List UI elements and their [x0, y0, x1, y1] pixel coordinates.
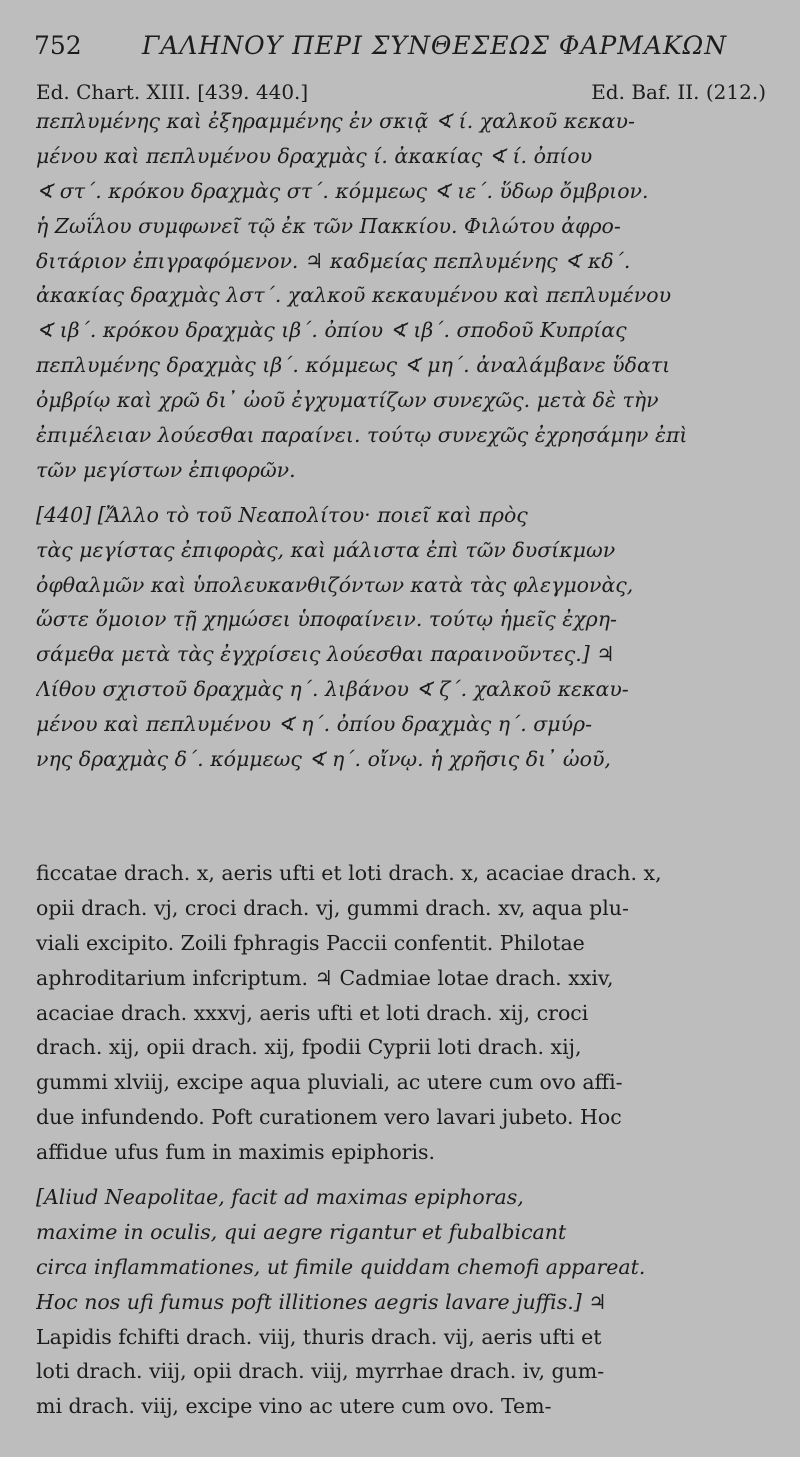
edition-reference: [36, 78, 766, 106]
running-title: ΓΑΛΗΝΟΥ ΠΕΡΙ ΣΥΝΘΕΣΕΩΣ ΦΑΡΜΑΚΩΝ: [142, 31, 728, 60]
text-line: ἀκακίας δραχμὰς λστ΄. χαλκοῦ κεκαυμένου καὶ πεπλυμένου: [36, 283, 672, 308]
text-line: ∢ στ΄. κρόκου δραχμὰς στ΄. κόμμεως ∢ ιε΄. ὕδωρ ὄμβριον.: [36, 178, 649, 203]
page-number: 752: [34, 31, 82, 60]
edition-basel: Ed. Baf. II. (212.): [591, 80, 766, 104]
text-line: Hoc nos ufi fumus poft illitiones aegris lavare juffis.] ♃: [36, 1289, 607, 1314]
page-header: [34, 26, 774, 66]
text-line: διτάριον ἐπιγραφόμενον. ♃ καδμείας πεπλυμένης ∢ κδ΄.: [36, 248, 631, 273]
text-line: ∢ ιβ΄. κρόκου δραχμὰς ιβ΄. ὀπίου ∢ ιβ΄. σποδοῦ Κυπρίας: [36, 318, 627, 343]
text-line: ἐπιμέλειαν λούεσθαι παραίνει. τούτῳ συνεχῶς ἐχρησάμην ἐπὶ: [36, 423, 688, 448]
text-line: σάμεθα μετὰ τὰς ἐγχρίσεις λούεσθαι παραινοῦντες.] ♃: [36, 642, 615, 667]
text-line: πεπλυμένης δραχμὰς ιβ΄. κόμμεως ∢ μη΄. ἀναλάμβανε ὕδατι: [36, 353, 671, 378]
text-line: νης δραχμὰς δ΄. κόμμεως ∢ η΄. οἴνῳ. ἡ χρῆσις δι᾽ ὠοῦ,: [36, 747, 611, 772]
greek-text-block: [36, 104, 766, 777]
text-line: τὰς μεγίστας ἐπιφορὰς, καὶ μάλιστα ἐπὶ τῶν δυσίκμων: [36, 537, 616, 562]
text-line: τῶν μεγίστων ἐπιφορῶν.: [36, 457, 296, 482]
text-line: circa inflammationes, ut fimile quiddam chemofi appareat.: [36, 1254, 646, 1279]
text-line: loti drach. viij, opii drach. viij, myrrhae drach. iv, gum-: [36, 1359, 605, 1384]
paragraph-gap: [36, 488, 766, 498]
text-line: mi drach. viij, excipe vino ac utere cum ovo. Tem-: [36, 1394, 552, 1419]
text-line: ὀφθαλμῶν καὶ ὑπολευκανθιζόντων κατὰ τὰς φλεγμονὰς,: [36, 572, 634, 597]
text-line: viali excipito. Zoili fphragis Paccii confentit. Philotae: [36, 930, 585, 955]
text-line: drach. xij, opii drach. xij, fpodii Cyprii loti drach. xij,: [36, 1035, 582, 1060]
text-line: μένου καὶ πεπλυμένου ∢ η΄. ὀπίου δραχμὰς η΄. σμύρ-: [36, 712, 593, 737]
paragraph-gap: [36, 1170, 766, 1180]
text-line: Lapidis fchifti drach. viij, thuris drach. vij, aeris ufti et: [36, 1324, 602, 1349]
latin-text-block: [36, 856, 766, 1424]
edition-chartier: Ed. Chart. XIII. [439. 440.]: [36, 80, 309, 104]
text-line: due infundendo. Poft curationem vero lavari jubeto. Hoc: [36, 1105, 622, 1130]
text-line: [440] [Ἄλλο τὸ τοῦ Νεαπολίτου· ποιεῖ καὶ πρὸς: [36, 502, 528, 527]
text-line: aphroditarium infcriptum. ♃ Cadmiae lotae drach. xxiv,: [36, 965, 614, 990]
text-line: affidue ufus fum in maximis epiphoris.: [36, 1140, 436, 1165]
text-line: maxime in oculis, qui aegre rigantur et fubalbicant: [36, 1219, 567, 1244]
text-line: opii drach. vj, croci drach. vj, gummi drach. xv, aqua plu-: [36, 895, 629, 920]
text-line: [Aliud Neapolitae, facit ad maximas epiphoras,: [36, 1185, 524, 1210]
text-line: gummi xlviij, excipe aqua pluviali, ac utere cum ovo affi-: [36, 1070, 623, 1095]
text-line: acaciae drach. xxxvj, aeris ufti et loti drach. xij, croci: [36, 1000, 589, 1025]
text-line: ἡ Ζωΐλου συμφωνεῖ τῷ ἐκ τῶν Πακκίου. Φιλώτου ἀφρο-: [36, 213, 621, 238]
text-line: ficcatae drach. x, aeris ufti et loti drach. x, acaciae drach. x,: [36, 861, 662, 885]
text-line: Λίθου σχιστοῦ δραχμὰς η΄. λιβάνου ∢ ζ΄. χαλκοῦ κεκαυ-: [36, 677, 629, 702]
text-line: ὀμβρίῳ καὶ χρῶ δι᾽ ὠοῦ ἐγχυματίζων συνεχῶς. μετὰ δὲ τὴν: [36, 388, 659, 413]
text-line: ὥστε ὅμοιον τῇ χημώσει ὑποφαίνειν. τούτῳ ἡμεῖς ἐχρη-: [36, 607, 617, 632]
text-line: μένου καὶ πεπλυμένου δραχμὰς ί. ἀκακίας ∢ ί. ὀπίου: [36, 143, 593, 168]
text-line: πεπλυμένης καὶ ἐξηραμμένης ἐν σκιᾷ ∢ ί. χαλκοῦ κεκαυ-: [36, 109, 635, 133]
